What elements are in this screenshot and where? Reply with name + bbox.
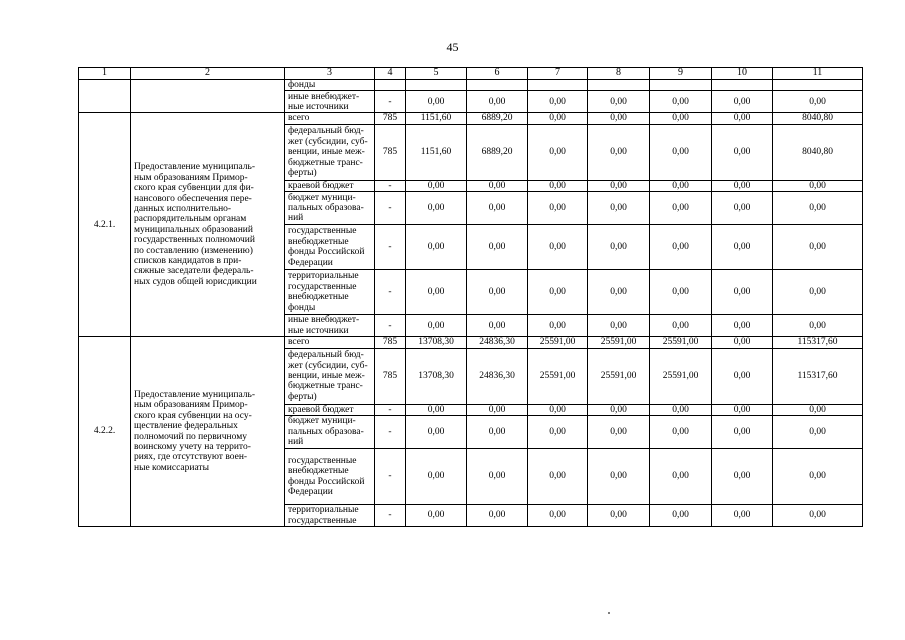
value-cell: 0,00 xyxy=(773,505,863,527)
value-cell: 0,00 xyxy=(773,404,863,415)
value-cell: 0,00 xyxy=(528,180,588,191)
code-cell: - xyxy=(375,270,406,315)
value-cell: 24836,30 xyxy=(467,337,528,348)
section-number: 4.2.2. xyxy=(79,337,131,527)
section-title: Предоставление муниципаль- ным образованиям Примор- ского края субвенции для фи- нансового обеспечения пере- данных исполнительно- распорядительным органам муниципальных образований государственных полномочий по составлению (изменению) списков кандидатов в при- сяжные заседатели федераль- ных судов общей юрисдикции xyxy=(131,113,285,337)
value-cell: 0,00 xyxy=(773,416,863,449)
source-cell: иные внебюджет- ные источники xyxy=(285,91,375,113)
column-header: 10 xyxy=(712,68,773,80)
value-cell: 0,00 xyxy=(406,180,467,191)
code-cell: - xyxy=(375,416,406,449)
value-cell: 0,00 xyxy=(712,270,773,315)
value-cell: 0,00 xyxy=(467,91,528,113)
value-cell: 0,00 xyxy=(650,180,712,191)
budget-table xyxy=(78,67,863,527)
value-cell: 0,00 xyxy=(588,315,650,337)
source-cell: федеральный бюд- жет (субсидии, суб- венции, иные меж- бюджетные транс- ферты) xyxy=(285,348,375,404)
value-cell: 0,00 xyxy=(712,348,773,404)
column-header: 11 xyxy=(773,68,863,80)
code-cell: - xyxy=(375,315,406,337)
section-title: Предоставление муниципаль- ным образованиям Примор- ского края субвенции на осу- ществление федеральных полномочий по первичному воинскому учету на террито- риях, где отсутствуют воен- ные комиссариаты xyxy=(131,337,285,527)
table-row xyxy=(79,113,863,124)
number-cell xyxy=(79,80,131,113)
code-cell: - xyxy=(375,180,406,191)
value-cell: 0,00 xyxy=(528,315,588,337)
value-cell xyxy=(406,80,467,91)
value-cell: 0,00 xyxy=(467,416,528,449)
value-cell: 0,00 xyxy=(650,315,712,337)
value-cell: 8040,80 xyxy=(773,124,863,180)
value-cell: 0,00 xyxy=(712,180,773,191)
value-cell: 24836,30 xyxy=(467,348,528,404)
value-cell: 8040,80 xyxy=(773,113,863,124)
code-cell: - xyxy=(375,404,406,415)
section-number: 4.2.1. xyxy=(79,113,131,337)
value-cell: 0,00 xyxy=(588,449,650,505)
source-cell: территориальные государственные внебюджетные фонды xyxy=(285,270,375,315)
value-cell: 0,00 xyxy=(406,416,467,449)
code-cell: 785 xyxy=(375,113,406,124)
value-cell: 25591,00 xyxy=(528,348,588,404)
value-cell: 0,00 xyxy=(773,91,863,113)
value-cell: 0,00 xyxy=(588,416,650,449)
value-cell: 0,00 xyxy=(712,113,773,124)
value-cell: 0,00 xyxy=(650,192,712,225)
value-cell: 0,00 xyxy=(588,404,650,415)
value-cell: 6889,20 xyxy=(467,113,528,124)
value-cell: 0,00 xyxy=(773,449,863,505)
column-header: 1 xyxy=(79,68,131,80)
source-cell: краевой бюджет xyxy=(285,404,375,415)
value-cell: 115317,60 xyxy=(773,348,863,404)
code-cell: - xyxy=(375,225,406,270)
value-cell: 0,00 xyxy=(528,449,588,505)
value-cell: 0,00 xyxy=(406,449,467,505)
value-cell: 0,00 xyxy=(406,315,467,337)
value-cell: 0,00 xyxy=(467,270,528,315)
value-cell: 0,00 xyxy=(528,91,588,113)
value-cell: 0,00 xyxy=(712,192,773,225)
source-cell: государственные внебюджетные фонды Российской Федерации xyxy=(285,449,375,505)
value-cell: 0,00 xyxy=(712,225,773,270)
source-cell: иные внебюджет- ные источники xyxy=(285,315,375,337)
value-cell: 0,00 xyxy=(528,192,588,225)
source-cell: всего xyxy=(285,337,375,348)
source-cell: бюджет муници- пальных образова- ний xyxy=(285,192,375,225)
value-cell: 0,00 xyxy=(588,124,650,180)
value-cell: 25591,00 xyxy=(588,337,650,348)
value-cell xyxy=(588,80,650,91)
value-cell: 0,00 xyxy=(650,416,712,449)
value-cell: 0,00 xyxy=(406,91,467,113)
value-cell: 0,00 xyxy=(528,124,588,180)
value-cell: 0,00 xyxy=(773,270,863,315)
column-header: 2 xyxy=(131,68,285,80)
page-number: 45 xyxy=(446,40,459,54)
value-cell: 0,00 xyxy=(712,416,773,449)
column-header: 5 xyxy=(406,68,467,80)
source-cell: федеральный бюд- жет (субсидии, суб- венции, иные меж- бюджетные транс- ферты) xyxy=(285,124,375,180)
column-header: 8 xyxy=(588,68,650,80)
value-cell: 0,00 xyxy=(712,124,773,180)
value-cell: 0,00 xyxy=(712,505,773,527)
code-cell: 785 xyxy=(375,348,406,404)
value-cell: 0,00 xyxy=(588,113,650,124)
value-cell: 0,00 xyxy=(650,449,712,505)
source-cell: государственные внебюджетные фонды Российской Федерации xyxy=(285,225,375,270)
value-cell: 0,00 xyxy=(528,416,588,449)
value-cell: 0,00 xyxy=(528,225,588,270)
source-cell: бюджет муници- пальных образова- ний xyxy=(285,416,375,449)
description-cell xyxy=(131,80,285,113)
header-row xyxy=(79,68,863,80)
value-cell xyxy=(528,80,588,91)
value-cell: 0,00 xyxy=(650,404,712,415)
value-cell: 0,00 xyxy=(467,192,528,225)
table-row xyxy=(79,337,863,348)
code-cell xyxy=(375,80,406,91)
value-cell: 0,00 xyxy=(712,315,773,337)
column-header: 3 xyxy=(285,68,375,80)
value-cell: 0,00 xyxy=(588,192,650,225)
source-cell: фонды xyxy=(285,80,375,91)
code-cell: 785 xyxy=(375,337,406,348)
value-cell: 0,00 xyxy=(528,113,588,124)
value-cell: 0,00 xyxy=(650,124,712,180)
value-cell: 0,00 xyxy=(406,225,467,270)
code-cell: - xyxy=(375,91,406,113)
value-cell: 0,00 xyxy=(588,225,650,270)
value-cell: 0,00 xyxy=(650,270,712,315)
table-row xyxy=(79,80,863,91)
value-cell: 0,00 xyxy=(406,505,467,527)
value-cell: 0,00 xyxy=(406,404,467,415)
value-cell: 0,00 xyxy=(406,270,467,315)
value-cell: 0,00 xyxy=(588,91,650,113)
value-cell: 0,00 xyxy=(712,404,773,415)
value-cell: 0,00 xyxy=(467,180,528,191)
value-cell: 0,00 xyxy=(467,225,528,270)
value-cell: 1151,60 xyxy=(406,113,467,124)
code-cell: - xyxy=(375,449,406,505)
value-cell: 25591,00 xyxy=(650,348,712,404)
value-cell: 6889,20 xyxy=(467,124,528,180)
value-cell: 0,00 xyxy=(773,192,863,225)
code-cell: 785 xyxy=(375,124,406,180)
value-cell: 0,00 xyxy=(712,337,773,348)
value-cell: 0,00 xyxy=(467,315,528,337)
value-cell: 0,00 xyxy=(773,315,863,337)
code-cell: - xyxy=(375,192,406,225)
source-cell: краевой бюджет xyxy=(285,180,375,191)
value-cell: 0,00 xyxy=(467,449,528,505)
source-cell: всего xyxy=(285,113,375,124)
value-cell: 25591,00 xyxy=(588,348,650,404)
value-cell: 0,00 xyxy=(406,192,467,225)
value-cell: 0,00 xyxy=(588,180,650,191)
value-cell: 0,00 xyxy=(528,505,588,527)
value-cell: 0,00 xyxy=(467,404,528,415)
column-header: 4 xyxy=(375,68,406,80)
value-cell xyxy=(467,80,528,91)
value-cell: 0,00 xyxy=(650,113,712,124)
value-cell: 0,00 xyxy=(773,225,863,270)
value-cell: 0,00 xyxy=(588,270,650,315)
value-cell: 0,00 xyxy=(528,270,588,315)
value-cell: 0,00 xyxy=(588,505,650,527)
value-cell xyxy=(773,80,863,91)
value-cell: 0,00 xyxy=(467,505,528,527)
value-cell xyxy=(650,80,712,91)
value-cell: 0,00 xyxy=(773,180,863,191)
value-cell: 0,00 xyxy=(712,449,773,505)
table-body xyxy=(79,68,863,527)
value-cell: 25591,00 xyxy=(528,337,588,348)
value-cell: 13708,30 xyxy=(406,348,467,404)
value-cell: 0,00 xyxy=(650,91,712,113)
value-cell: 0,00 xyxy=(650,225,712,270)
value-cell: 25591,00 xyxy=(650,337,712,348)
code-cell: - xyxy=(375,505,406,527)
value-cell: 1151,60 xyxy=(406,124,467,180)
value-cell: 0,00 xyxy=(650,505,712,527)
value-cell: 0,00 xyxy=(528,404,588,415)
source-cell: территориальные государственные xyxy=(285,505,375,527)
value-cell xyxy=(712,80,773,91)
column-header: 7 xyxy=(528,68,588,80)
value-cell: 115317,60 xyxy=(773,337,863,348)
column-header: 9 xyxy=(650,68,712,80)
value-cell: 13708,30 xyxy=(406,337,467,348)
scan-speck xyxy=(608,612,610,614)
column-header: 6 xyxy=(467,68,528,80)
value-cell: 0,00 xyxy=(712,91,773,113)
